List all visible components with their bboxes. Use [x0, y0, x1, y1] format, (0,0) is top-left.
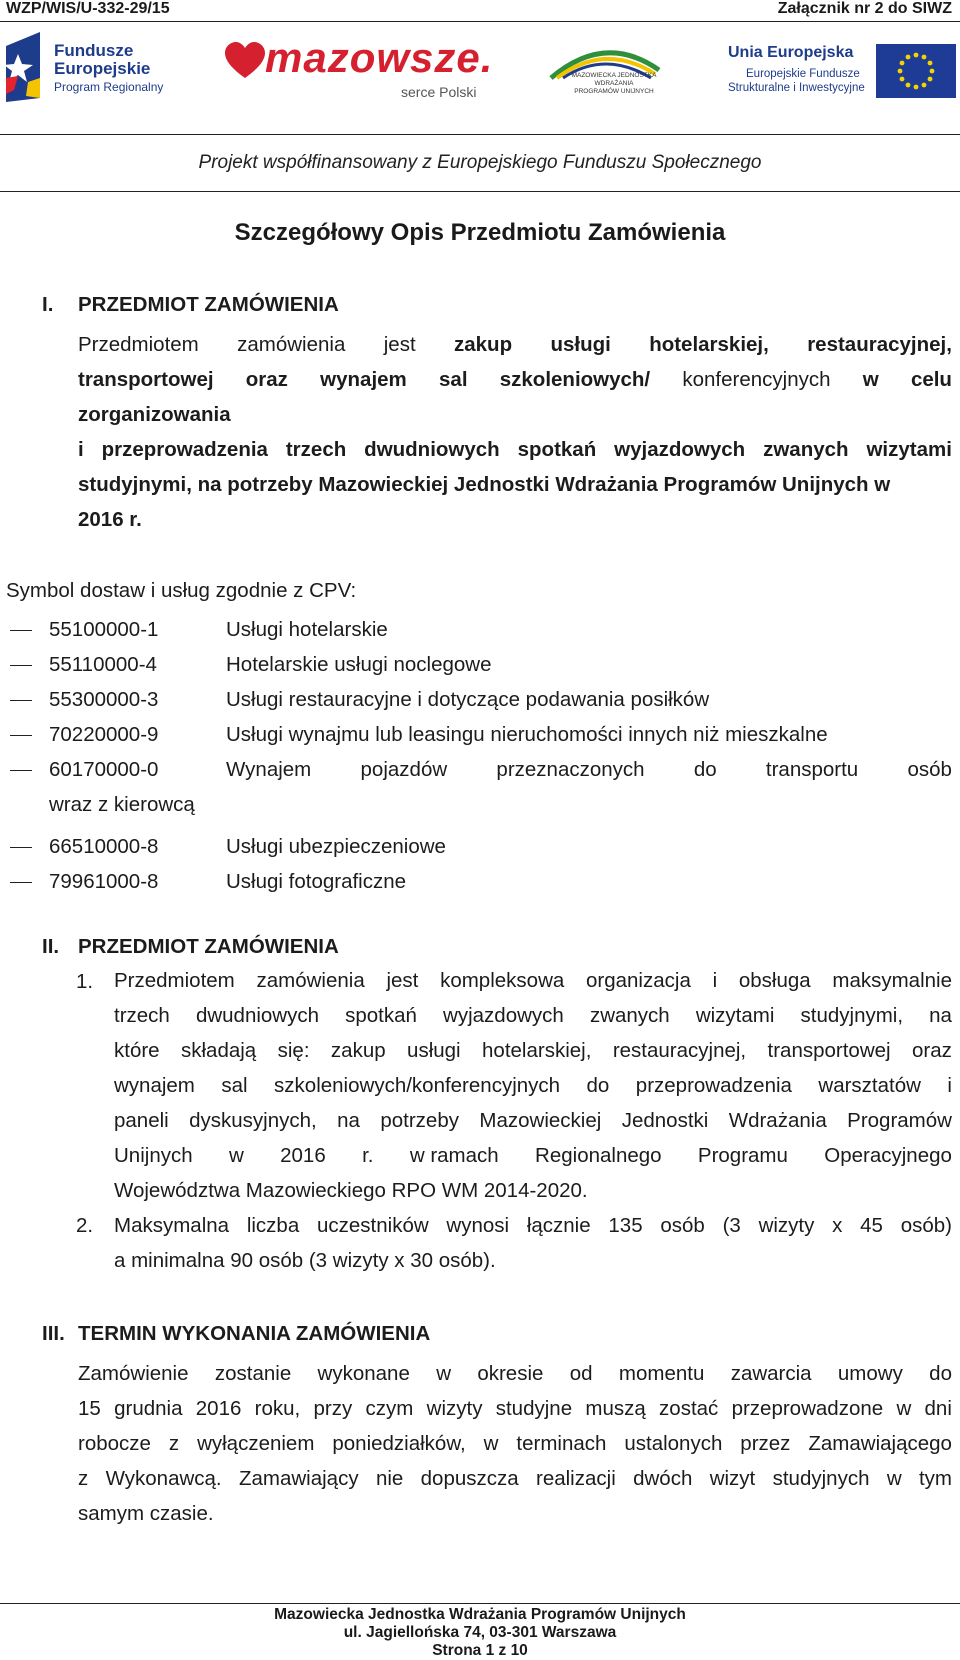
- word: studyjnych: [772, 1467, 870, 1490]
- eu-logo: [728, 44, 960, 106]
- word: przeznaczonych: [496, 758, 645, 781]
- word: do: [929, 1362, 952, 1385]
- word: i: [712, 969, 718, 992]
- word: grudnia: [114, 1397, 183, 1420]
- word: do: [586, 1074, 610, 1097]
- cpv-item: [0, 865, 960, 899]
- word: Przedmiotem: [78, 333, 199, 356]
- mjwpu-line3: PROGRAMÓW UNIJNYCH: [574, 88, 654, 95]
- word: szkoleniowych/: [499, 368, 651, 391]
- word: Wykonawcą.: [105, 1467, 222, 1490]
- section-1-number: I.: [42, 293, 54, 316]
- word: nie: [375, 1467, 404, 1490]
- cpv-item: [0, 683, 960, 717]
- word: 135: [608, 1214, 643, 1237]
- section-1-line3: zorganizowania: [78, 403, 231, 426]
- dash-icon: [10, 847, 32, 848]
- word: r.: [362, 1144, 374, 1167]
- word: zawarcia: [730, 1362, 812, 1385]
- word: usługi: [407, 1039, 461, 1062]
- word: dwudniowych: [364, 438, 500, 461]
- s2-p1-line: [114, 1104, 952, 1138]
- word: transportowej: [767, 1039, 891, 1062]
- word: zostać: [659, 1397, 719, 1420]
- word: muszą: [585, 1397, 646, 1420]
- word: 2016: [195, 1397, 242, 1420]
- cpv-code: 70220000-9: [49, 723, 159, 746]
- fundusze-europejskie-logo: [6, 32, 176, 102]
- s2-p1-last-line: Województwa Mazowieckiego RPO WM 2014-2020.: [114, 1179, 588, 1202]
- word: obsługa: [738, 969, 811, 992]
- word: wizyty: [426, 1397, 483, 1420]
- cpv-item: [0, 613, 960, 647]
- word: celu: [910, 368, 952, 391]
- fe-logo-line1: Fundusze: [54, 41, 134, 60]
- word: Programu: [697, 1144, 788, 1167]
- word: wyjazdowych: [614, 438, 746, 461]
- dash-icon: [10, 770, 32, 771]
- word: Programów: [847, 1109, 952, 1132]
- word: dni: [924, 1397, 952, 1420]
- fe-logo-line3: Program Regionalny: [54, 80, 164, 94]
- word: wyjazdowych: [443, 1004, 564, 1027]
- word: wynajem: [114, 1074, 195, 1097]
- word: oraz: [245, 368, 288, 391]
- word: przeprowadzone: [731, 1397, 884, 1420]
- word: paneli: [114, 1109, 169, 1132]
- word: momentu: [618, 1362, 705, 1385]
- word: 2016: [280, 1144, 326, 1167]
- eu-logo-title: Unia Europejska: [728, 44, 854, 61]
- word: w: [483, 1432, 499, 1455]
- cpv-description: Usługi wynajmu lub leasingu nieruchomości innych niż mieszkalne: [226, 723, 828, 746]
- mjwpu-line1: MAZOWIECKA JEDNOSTKA: [571, 72, 657, 79]
- word: z: [168, 1432, 180, 1455]
- cofinance-notice: Projekt współfinansowany z Europejskiego Funduszu Społecznego: [198, 152, 762, 173]
- s2-p1-line: [114, 964, 952, 998]
- word: trzech: [114, 1004, 170, 1027]
- word: wynajem: [320, 368, 407, 391]
- header-top-rule: [0, 21, 960, 22]
- section-1-line6: 2016 r.: [78, 508, 142, 531]
- word: Wynajem: [226, 758, 312, 781]
- word: Przedmiotem: [114, 969, 235, 992]
- s2-p1-line: [114, 1069, 952, 1103]
- s2-p2-last-line: a minimalna 90 osób (3 wizyty x 30 osób).: [114, 1249, 496, 1272]
- word: dwóch: [633, 1467, 693, 1490]
- s2-p1-line: [114, 1034, 952, 1068]
- section-1-line5: studyjnymi, na potrzeby Mazowieckiej Jednostki Wdrażania Programów Unijnych w: [78, 473, 891, 496]
- word: Mazowieckiej: [479, 1109, 602, 1132]
- word: zamówienia: [256, 969, 365, 992]
- word: studyjnymi,: [800, 1004, 904, 1027]
- cofinance-rule: [0, 191, 960, 192]
- word: realizacji: [536, 1467, 616, 1490]
- word: składają: [180, 1039, 257, 1062]
- s3-line: [78, 1357, 952, 1391]
- document-reference: WZP/WIS/U-332-29/15: [6, 0, 170, 17]
- word: które: [114, 1039, 160, 1062]
- word: osób: [907, 758, 952, 781]
- word: sal: [221, 1074, 248, 1097]
- cpv-code: 66510000-8: [49, 835, 159, 858]
- word: dopuszcza: [420, 1467, 519, 1490]
- dash-icon: [10, 665, 32, 666]
- word: zakup: [330, 1039, 386, 1062]
- word: Zamówienie: [78, 1362, 189, 1385]
- word: 15: [78, 1397, 101, 1420]
- word: się:: [277, 1039, 310, 1062]
- word: warsztatów: [818, 1074, 921, 1097]
- word: liczba: [246, 1214, 300, 1237]
- word: terminach: [516, 1432, 607, 1455]
- word: przeprowadzenia: [635, 1074, 792, 1097]
- word: tym: [918, 1467, 952, 1490]
- section-1-heading: PRZEDMIOT ZAMÓWIENIA: [78, 293, 339, 316]
- cpv-item: [0, 830, 960, 864]
- s3-last-line: samym czasie.: [78, 1502, 214, 1525]
- section-3-heading: TERMIN WYKONANIA ZAMÓWIENIA: [78, 1322, 431, 1345]
- word: hotelarskiej,: [482, 1039, 592, 1062]
- word: w: [886, 1467, 902, 1490]
- word: transportowej: [78, 368, 214, 391]
- eu-logo-line2: Europejskie Fundusze: [746, 68, 860, 80]
- word: wizyty: [758, 1214, 815, 1237]
- word: w ramach: [409, 1144, 499, 1167]
- word: Operacyjnego: [824, 1144, 952, 1167]
- section-2-heading: PRZEDMIOT ZAMÓWIENIA: [78, 935, 339, 958]
- word: Unijnych: [114, 1144, 193, 1167]
- word: na: [929, 1004, 952, 1027]
- section-1-line4: [78, 433, 952, 467]
- word: z: [78, 1467, 89, 1490]
- word: ustalonych: [624, 1432, 723, 1455]
- s3-line: [78, 1427, 952, 1461]
- word: czym: [365, 1397, 414, 1420]
- word: na: [337, 1109, 360, 1132]
- word: Wdrażania: [728, 1109, 827, 1132]
- word: potrzeby: [380, 1109, 459, 1132]
- word: przeprowadzenia: [101, 438, 268, 461]
- word: hotelarskiej,: [649, 333, 769, 356]
- cpv-item: [0, 648, 960, 682]
- item-number: 1.: [76, 970, 94, 993]
- word: wizyt: [709, 1467, 756, 1490]
- word: od: [569, 1362, 593, 1385]
- word: przez: [740, 1432, 791, 1455]
- word: osób: [660, 1214, 705, 1237]
- word: zwanych: [589, 1004, 670, 1027]
- word: Zamawiający: [238, 1467, 359, 1490]
- word: w: [436, 1362, 451, 1385]
- footer-address: ul. Jagiellońska 74, 03-301 Warszawa: [343, 1624, 617, 1641]
- fe-logo-line2: Europejskie: [54, 59, 151, 78]
- word: i: [947, 1074, 952, 1097]
- word: osób): [900, 1214, 952, 1237]
- word: w: [896, 1397, 912, 1420]
- word: (3: [722, 1214, 741, 1237]
- footer-page-number: Strona 1 z 10: [432, 1642, 528, 1659]
- s2-p1-line: [114, 999, 952, 1033]
- word: konferencyjnych: [682, 368, 831, 391]
- section-3-number: III.: [42, 1322, 65, 1345]
- word: restauracyjnej,: [807, 333, 952, 356]
- word: zwanych: [763, 438, 849, 461]
- word: sal: [439, 368, 468, 391]
- word: restauracyjnej,: [612, 1039, 747, 1062]
- cpv-description: Hotelarskie usługi noclegowe: [226, 653, 492, 676]
- dash-icon: [10, 630, 32, 631]
- word: pojazdów: [360, 758, 448, 781]
- s3-line: [78, 1462, 952, 1496]
- item-number: 2.: [76, 1214, 94, 1237]
- mazowsze-wordmark: mazowsze.: [265, 34, 494, 81]
- word: x: [832, 1214, 843, 1237]
- fe-star-icon: [6, 32, 46, 102]
- cpv-heading: Symbol dostaw i usług zgodnie z CPV:: [6, 579, 357, 602]
- dash-icon: [10, 882, 32, 883]
- word: Zamawiającego: [808, 1432, 952, 1455]
- word: Jednostki: [621, 1109, 709, 1132]
- word: do: [693, 758, 717, 781]
- word: przy: [313, 1397, 353, 1420]
- cpv-code: 55100000-1: [49, 618, 159, 641]
- word: wyłączeniem: [197, 1432, 315, 1455]
- cpv-description: Usługi hotelarskie: [226, 618, 388, 641]
- word: w: [862, 368, 879, 391]
- dash-icon: [10, 700, 32, 701]
- page-title: Szczegółowy Opis Przedmiotu Zamówienia: [234, 219, 726, 246]
- word: jest: [383, 333, 416, 356]
- cpv-item: [0, 718, 960, 752]
- word: kompleksowa: [440, 969, 565, 992]
- word: zakup: [454, 333, 513, 356]
- cpv-code: 55300000-3: [49, 688, 159, 711]
- word: maksymalnie: [832, 969, 952, 992]
- word: umowy: [837, 1362, 903, 1385]
- eu-logo-line3: Strukturalne i Inwestycyjne: [728, 82, 865, 94]
- word: w: [228, 1144, 244, 1167]
- word: studyjne: [495, 1397, 573, 1420]
- s2-p1-line: [114, 1139, 952, 1173]
- word: spotkań: [517, 438, 597, 461]
- cpv-code: 79961000-8: [49, 870, 159, 893]
- cpv-description: [226, 753, 952, 787]
- word: dyskusyjnych,: [189, 1109, 317, 1132]
- cpv-code: 60170000-0: [49, 758, 159, 781]
- cpv-description: Usługi ubezpieczeniowe: [226, 835, 446, 858]
- word: wykonane: [317, 1362, 410, 1385]
- word: zamówienia: [237, 333, 346, 356]
- mjwpu-logo: [545, 40, 665, 106]
- logo-rule: [0, 134, 960, 135]
- word: zostanie: [214, 1362, 292, 1385]
- eu-flag-icon: [876, 44, 956, 98]
- word: robocze: [78, 1432, 151, 1455]
- mazowsze-logo: [225, 34, 495, 104]
- section-1-line2: [78, 363, 952, 397]
- word: wizytami: [866, 438, 952, 461]
- cpv-description: Usługi restauracyjne i dotyczące podawania posiłków: [226, 688, 710, 711]
- mazowsze-tagline: serce Polski: [401, 84, 477, 100]
- dash-icon: [10, 735, 32, 736]
- word: poniedziałków,: [332, 1432, 466, 1455]
- word: spotkań: [345, 1004, 417, 1027]
- word: okresie: [477, 1362, 544, 1385]
- mjwpu-line2: WDRAŻANIA: [594, 80, 634, 87]
- word: organizacja: [586, 969, 691, 992]
- attachment-label: Załącznik nr 2 do SIWZ: [777, 0, 952, 17]
- cpv-description: Usługi fotograficzne: [226, 870, 407, 893]
- word: Maksymalna: [114, 1214, 230, 1237]
- word: szkoleniowych/konferencyjnych: [274, 1074, 561, 1097]
- word: wizytami: [695, 1004, 775, 1027]
- section-1-line1: [78, 328, 952, 362]
- word: wynosi: [446, 1214, 510, 1237]
- word: transportu: [765, 758, 859, 781]
- heart-icon: [225, 42, 265, 82]
- word: Regionalnego: [535, 1144, 662, 1167]
- footer-organization: Mazowiecka Jednostka Wdrażania Programów Unijnych: [274, 1606, 686, 1623]
- word: 45: [860, 1214, 883, 1237]
- word: i: [78, 438, 84, 461]
- s3-line: [78, 1392, 952, 1426]
- word: uczestników: [316, 1214, 429, 1237]
- section-2-number: II.: [42, 935, 60, 958]
- word: jest: [386, 969, 419, 992]
- word: roku,: [254, 1397, 301, 1420]
- cpv-item: [0, 753, 960, 823]
- footer-rule: [0, 1603, 960, 1604]
- word: oraz: [912, 1039, 952, 1062]
- word: usługi: [550, 333, 611, 356]
- s2-p2-line: [114, 1209, 952, 1243]
- word: dwudniowych: [195, 1004, 320, 1027]
- cpv-description-continuation: wraz z kierowcą: [49, 793, 195, 816]
- word: łącznie: [526, 1214, 591, 1237]
- word: trzech: [285, 438, 347, 461]
- cpv-code: 55110000-4: [49, 653, 157, 676]
